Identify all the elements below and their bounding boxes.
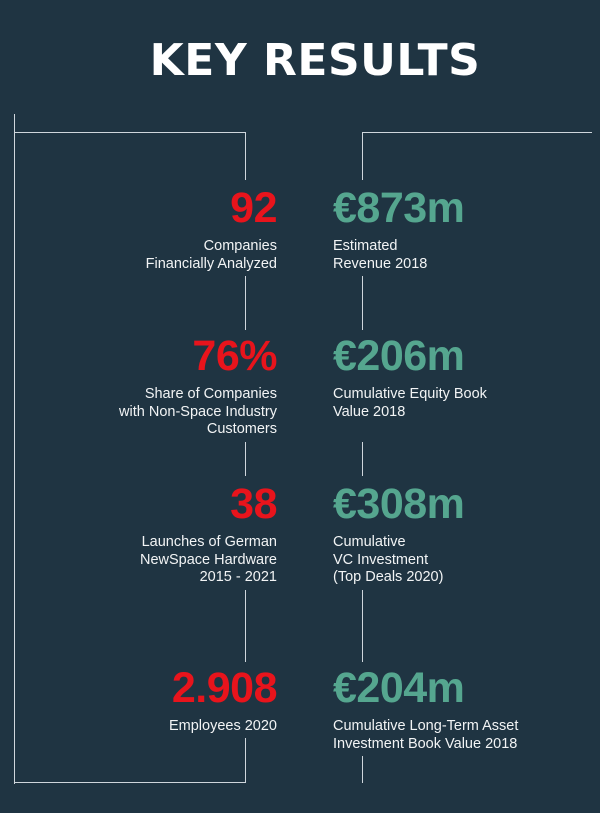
stat-label-line: Estimated xyxy=(333,238,398,254)
stat-value: €308m xyxy=(333,480,465,528)
stat-label-line: Cumulative Long-Term Asset xyxy=(333,718,519,734)
stat-launches xyxy=(40,482,277,587)
stat-label xyxy=(40,238,277,273)
stat-vc-investment xyxy=(333,482,593,587)
stat-label-line: Investment Book Value 2018 xyxy=(333,735,518,752)
stat-label xyxy=(333,238,593,273)
stat-companies-analyzed xyxy=(40,186,277,273)
right-divider-line xyxy=(362,132,363,180)
stat-label-line: VC Investment xyxy=(333,551,429,568)
stat-label xyxy=(333,534,593,587)
left-divider-line xyxy=(245,590,246,662)
stat-label-line: Financially Analyzed xyxy=(145,255,277,272)
left-divider-line xyxy=(245,132,246,180)
right-divider-line xyxy=(362,590,363,662)
stat-label-line: with Non-Space Industry xyxy=(119,403,277,420)
right-bracket-top-line xyxy=(362,132,592,133)
right-divider-line xyxy=(362,442,363,476)
stat-estimated-revenue xyxy=(333,186,593,273)
stat-label-line: Launches of German xyxy=(141,534,277,550)
stat-label xyxy=(40,534,277,587)
stat-employees xyxy=(40,666,277,736)
left-bracket-bottom-line xyxy=(14,782,245,783)
stat-label-line: (Top Deals 2020) xyxy=(333,569,444,585)
stat-label xyxy=(333,718,593,753)
left-bracket-outer-line xyxy=(14,114,15,784)
stat-value: €873m xyxy=(333,184,465,232)
stat-label-line: Value 2018 xyxy=(333,403,406,420)
left-divider-line xyxy=(245,738,246,783)
stat-label xyxy=(40,718,277,736)
stat-non-space-customers xyxy=(40,334,277,439)
stat-label-line: 2015 - 2021 xyxy=(199,569,277,585)
stat-value: 38 xyxy=(230,480,277,528)
stat-label-line: Cumulative Equity Book xyxy=(333,386,487,402)
left-bracket-top-line xyxy=(14,132,245,133)
stat-value: 76% xyxy=(192,332,277,380)
left-divider-line xyxy=(245,442,246,476)
stat-label-line: Companies xyxy=(203,238,277,254)
left-divider-line xyxy=(245,276,246,330)
stat-label xyxy=(40,386,277,439)
stat-label-line: Share of Companies xyxy=(144,386,277,402)
stat-label-line: Employees 2020 xyxy=(168,718,277,734)
stat-label-line: Customers xyxy=(206,421,277,437)
stat-value: 92 xyxy=(230,184,277,232)
stat-value: €204m xyxy=(333,664,465,712)
right-divider-line xyxy=(362,276,363,330)
stat-value: €206m xyxy=(333,332,465,380)
right-divider-line xyxy=(362,756,363,783)
stat-value: 2.908 xyxy=(171,664,277,712)
stat-label-line: NewSpace Hardware xyxy=(139,551,277,568)
page-title: KEY RESULTS xyxy=(149,35,481,86)
stat-label-line: Revenue 2018 xyxy=(333,255,428,272)
stat-equity-book-value xyxy=(333,334,593,421)
stat-label-line: Cumulative xyxy=(333,534,406,550)
stat-long-term-asset-investment xyxy=(333,666,593,753)
stat-label xyxy=(333,386,593,421)
